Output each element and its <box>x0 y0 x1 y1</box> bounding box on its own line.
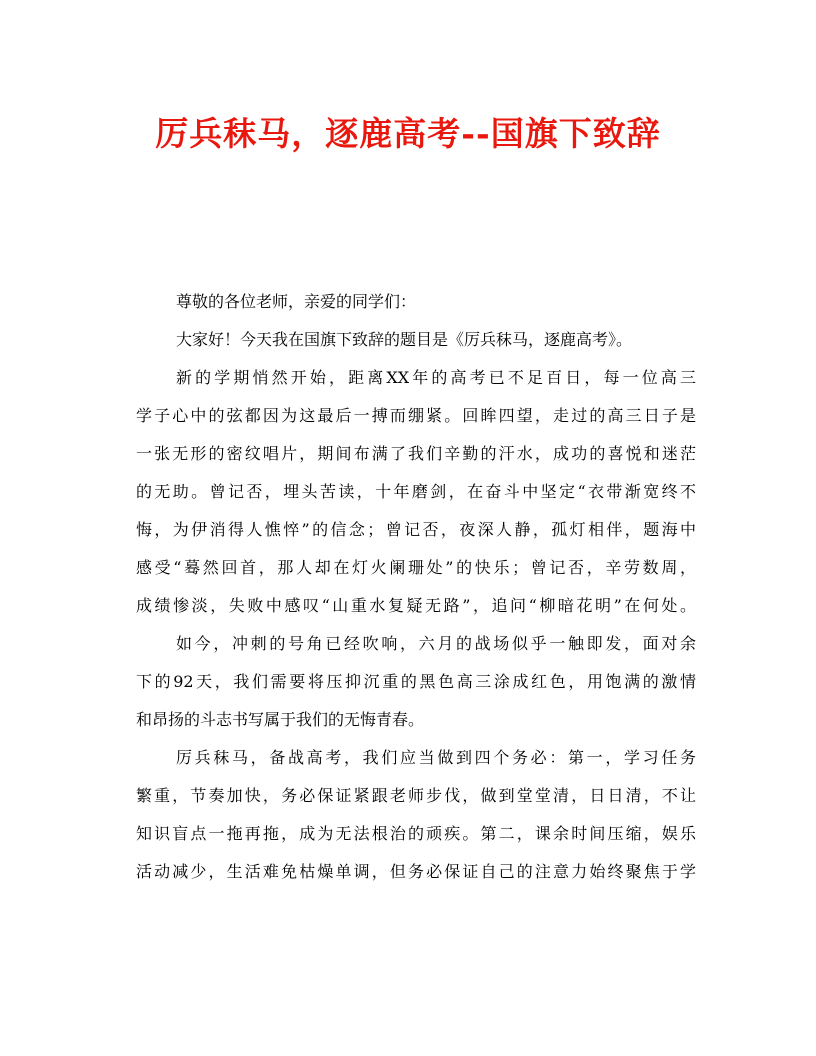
text-line: 感受“蓦然回首，那人却在灯火阑珊处”的快乐；曾记否，辛劳数周， <box>136 558 696 577</box>
document-body <box>136 283 696 891</box>
text-line: 厉兵秣马，备战高考，我们应当做到四个务必：第一，学习任务 <box>176 748 696 767</box>
text-line: 悔，为伊消得人憔悴”的信念；曾记否，夜深人静，孤灯相伴，题海中 <box>136 520 696 539</box>
text-line: 和昂扬的斗志书写属于我们的无悔青春。 <box>136 710 425 729</box>
text-line: 如今，冲刺的号角已经吹响，六月的战场似乎一触即发，面对余 <box>176 634 696 653</box>
text-line: 成绩惨淡，失败中感叹“山重水复疑无路”，追问“柳暗花明”在何处。 <box>136 596 696 615</box>
text-line: 学子心中的弦都因为这最后一搏而绷紧。回眸四望，走过的高三日子是 <box>136 406 696 425</box>
text-line: 的无助。曾记否，埋头苦读，十年磨剑，在奋斗中坚定“衣带渐宽终不 <box>136 482 696 501</box>
text-line: 知识盲点一拖再拖，成为无法根治的顽疾。第二，课余时间压缩，娱乐 <box>136 824 696 843</box>
text-line: 尊敬的各位老师，亲爱的同学们： <box>176 292 417 311</box>
text-line: 一张无形的密纹唱片，期间布满了我们辛勤的汗水，成功的喜悦和迷茫 <box>136 444 696 463</box>
text-line: 繁重，节奏加快，务必保证紧跟老师步伐，做到堂堂清，日日清，不让 <box>136 786 696 805</box>
text-line: 下的92天，我们需要将压抑沉重的黑色高三涂成红色，用饱满的激情 <box>136 672 696 691</box>
text-line: 活动减少，生活难免枯燥单调，但务必保证自己的注意力始终聚焦于学 <box>136 862 696 881</box>
document-title: 厉兵秣马，逐鹿高考--国旗下致辞 <box>155 114 661 153</box>
text-line: 大家好！今天我在国旗下致辞的题目是《厉兵秣马，逐鹿高考》。 <box>176 330 633 349</box>
text-line: 新的学期悄然开始，距离XX年的高考已不足百日，每一位高三 <box>176 368 696 387</box>
